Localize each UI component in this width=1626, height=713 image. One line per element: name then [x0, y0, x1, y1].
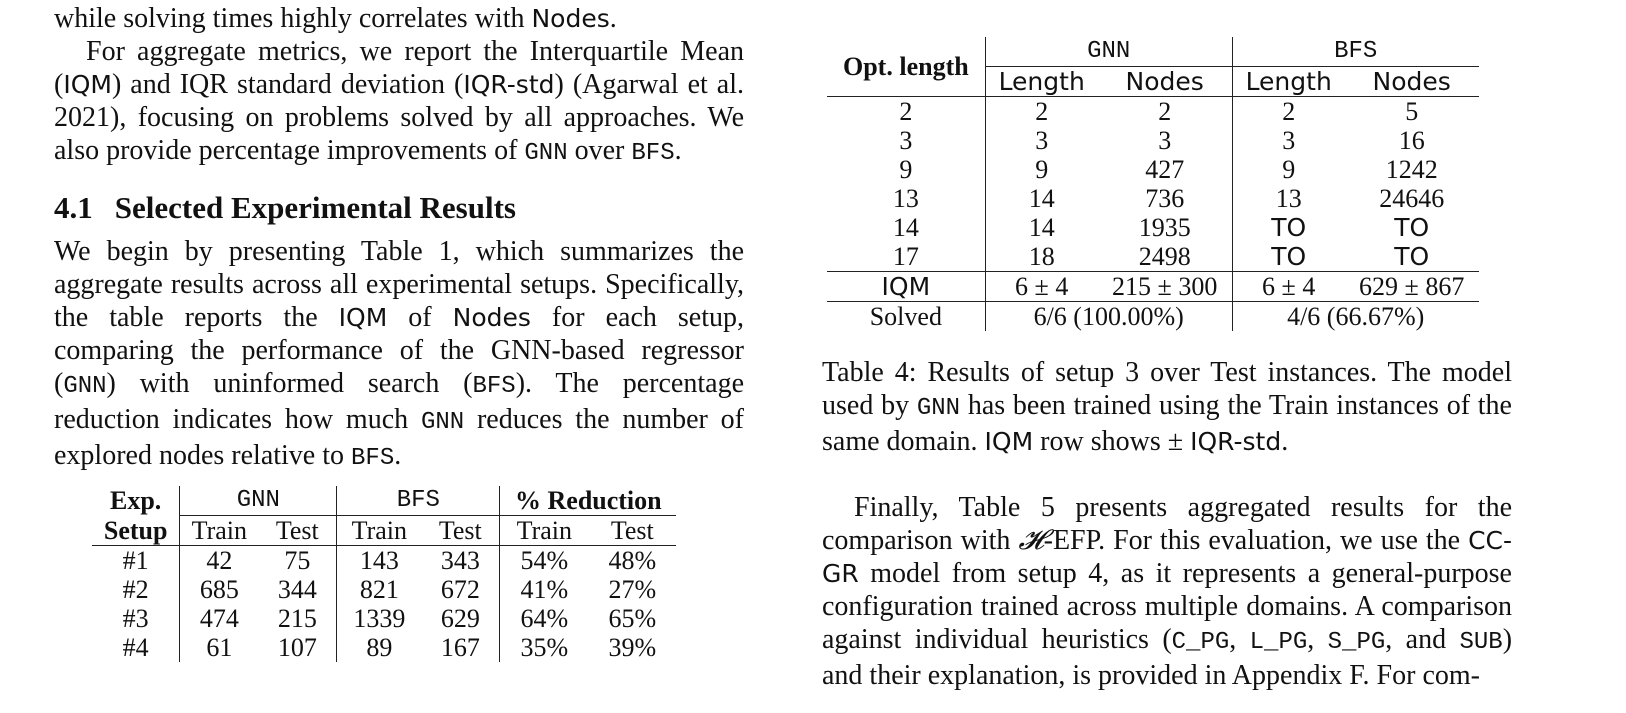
- paragraph-aggregate-metrics: For aggregate metrics, we report the Interquartile Mean (IQM) and IQR standard deviation (IQR-std) (Agarwal et al. 2021), focusing on problems solved by all approaches. We also provide percentage improvements of GNN over BFS.: [54, 36, 744, 167]
- table1-header-gnn: GNN: [180, 486, 337, 516]
- table-row: #3 474 215 1339 629 64% 65%: [92, 604, 676, 633]
- table-4-setup3-results: [827, 37, 1479, 331]
- table4-subheader: Length: [985, 67, 1098, 97]
- table-row: #2 685 344 821 672 41% 27%: [92, 575, 676, 604]
- table-row: 9 9 427 9 1242: [827, 155, 1479, 184]
- table-row-solved: Solved 6/6 (100.00%) 4/6 (66.67%): [827, 302, 1479, 332]
- table1-header-setup: Setup: [92, 516, 180, 546]
- table1-subheader: Train: [500, 516, 589, 546]
- table-row: 2 2 2 2 5: [827, 97, 1479, 127]
- table-row: 17 18 2498 TO TO: [827, 242, 1479, 272]
- table1-header-bfs: BFS: [337, 486, 500, 516]
- table-4-caption: Table 4: Results of setup 3 over Test instances. The model used by GNN has been trained using the Train instances of the same domain. IQM row shows ± IQR-std.: [822, 357, 1512, 457]
- table-1-aggregate-results: [92, 486, 676, 662]
- table1-subheader: Test: [258, 516, 337, 546]
- section-heading: 4.1 Selected Experimental Results: [54, 190, 516, 225]
- table4-header-bfs: BFS: [1334, 38, 1378, 65]
- table-row: #4 61 107 89 167 35% 39%: [92, 633, 676, 662]
- table-row: #1 42 75 143 343 54% 48%: [92, 546, 676, 576]
- table4-header-opt-length: Opt. length: [827, 37, 985, 97]
- table4-header-gnn: GNN: [985, 37, 1232, 67]
- table-row: 3 3 3 3 16: [827, 126, 1479, 155]
- table1-subheader: Test: [588, 516, 676, 546]
- table4-subheader: Length: [1232, 67, 1345, 97]
- table1-subheader: Test: [421, 516, 500, 546]
- paragraph-0-tail: while solving times highly correlates with Nodes.: [54, 3, 617, 34]
- paragraph-selected-results: We begin by presenting Table 1, which summarizes the aggregate results across all experimental setups. Specifically, the table reports the IQM of Nodes for each setup, comparing the performance of the GNN-based regressor (GNN) with uninformed search (BFS). The percentage reduction indicates how much GNN reduces the number of explored nodes relative to BFS.: [54, 236, 744, 472]
- paragraph-table5-comparison: Finally, Table 5 presents aggregated results for the comparison with 𝓗-EFP. For this evaluation, we use the CC-GR model from setup 4, as it represents a general-purpose configuration trained across multiple domains. A comparison against individual heuristics (C_PG, L_PG, S_PG, and SUB) and their explanation, is provided in Appendix F. For com-: [822, 492, 1513, 691]
- table1-header-exp: Exp.: [92, 486, 180, 516]
- table-row: 14 14 1935 TO TO: [827, 213, 1479, 242]
- table1-subheader: Train: [337, 516, 422, 546]
- table4-subheader: Nodes: [1345, 67, 1479, 97]
- table1-subheader: Train: [180, 516, 259, 546]
- table-row: 13 14 736 13 24646: [827, 184, 1479, 213]
- table1-header-reduction: % Reduction: [515, 486, 662, 515]
- table4-subheader: Nodes: [1098, 67, 1233, 97]
- table-row-iqm: IQM 6 ± 4 215 ± 300 6 ± 4 629 ± 867: [827, 272, 1479, 302]
